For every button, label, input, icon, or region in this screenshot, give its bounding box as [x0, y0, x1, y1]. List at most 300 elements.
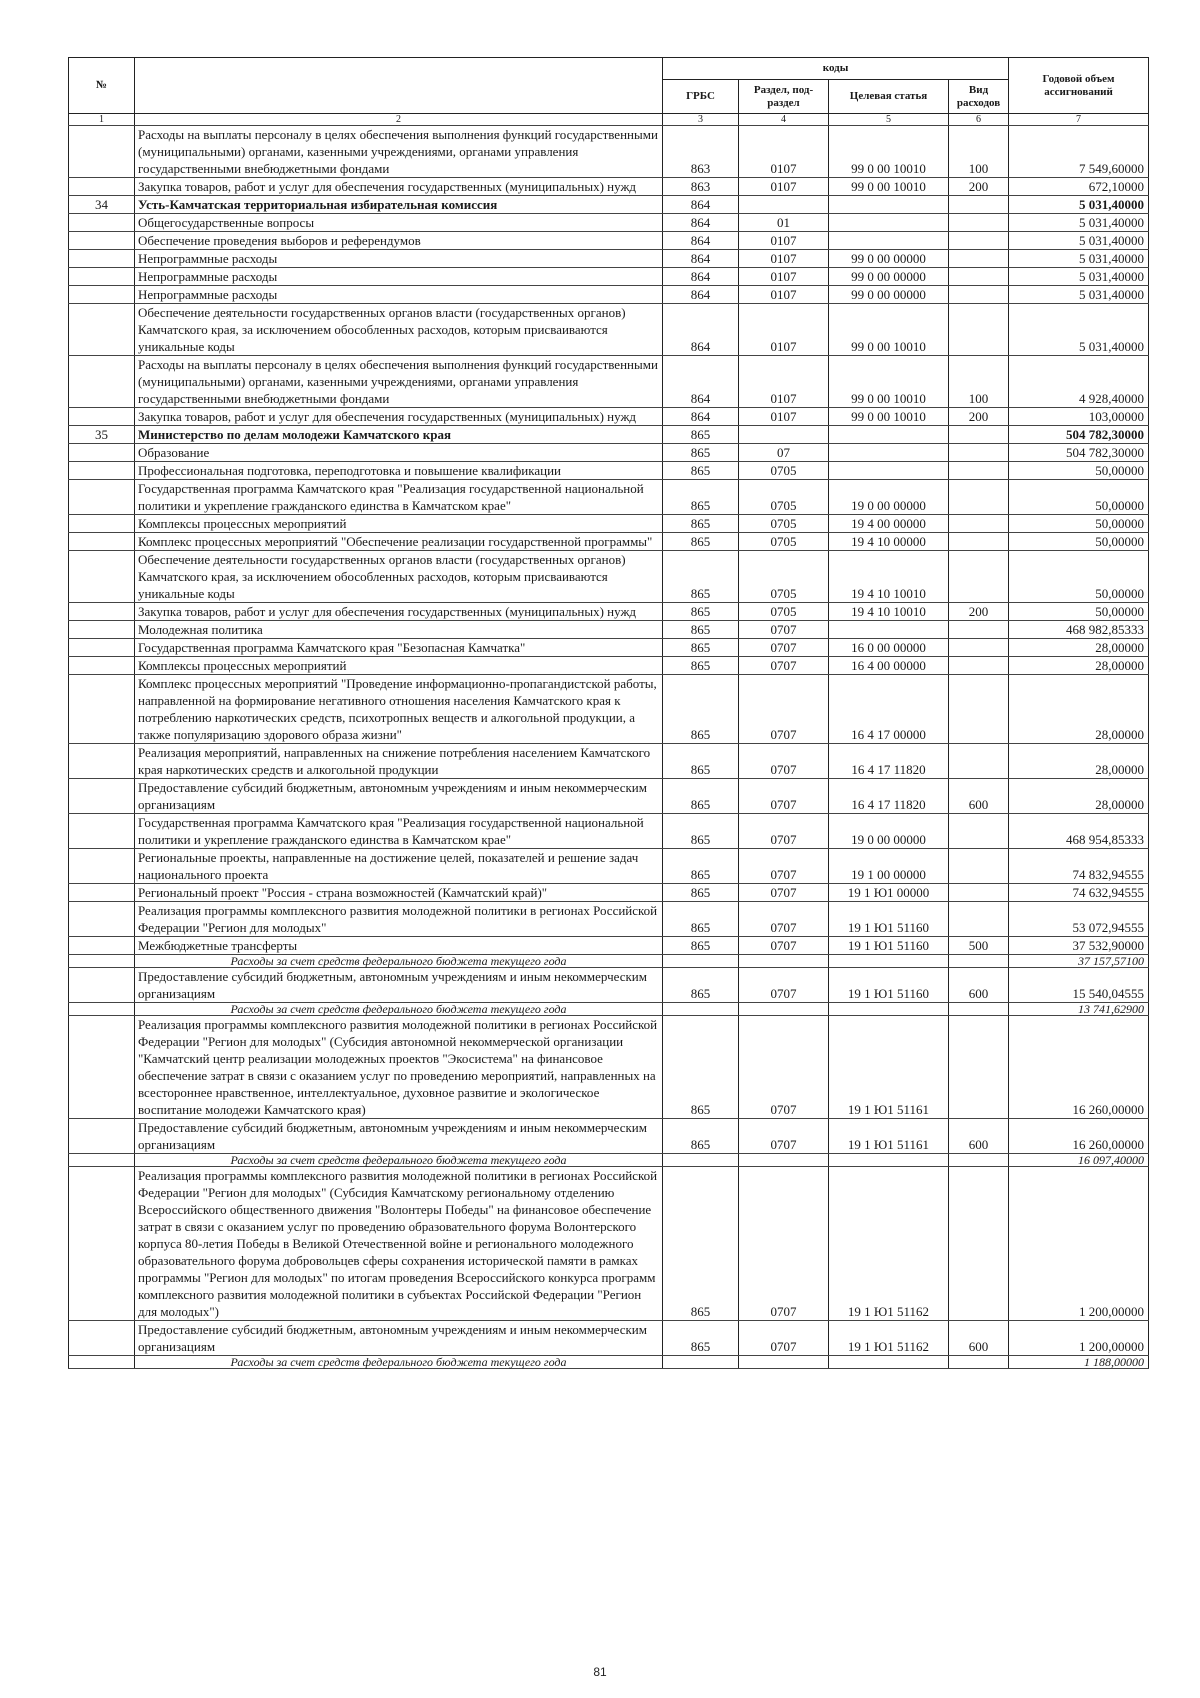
colnum-3: 3 — [663, 114, 739, 126]
row-amount: 28,00000 — [1009, 639, 1149, 657]
row-section: 0705 — [739, 533, 829, 551]
row-number — [69, 937, 135, 955]
table-row — [69, 849, 1149, 884]
row-target: 16 4 17 00000 — [829, 675, 949, 744]
row-name: Региональный проект "Россия - страна возможностей (Камчатский край)" — [135, 884, 663, 902]
row-name: Расходы за счет средств федерального бюджета текущего года — [135, 1154, 663, 1167]
row-target — [829, 1356, 949, 1369]
header-annual: Годовой объем ассигнований — [1009, 58, 1149, 114]
table-row — [69, 196, 1149, 214]
row-section: 0707 — [739, 902, 829, 937]
row-target: 99 0 00 10010 — [829, 304, 949, 356]
row-expense-type — [949, 196, 1009, 214]
row-number — [69, 902, 135, 937]
row-name: Реализация программы комплексного развития молодежной политики в регионах Российской Федерации "Регион для молодых" (Субсидия Камчатскому региональному отделению Всероссийского общественного движения "Волонтеры Победы" на финансовое обеспечение затрат в связи с оказанием услуг по проведению образовательного форума Волонтерского корпуса 80-летия Победы в Великой Отечественной войне и регионального молодежного образовательного форума добровольцев сферы сохранения исторической памяти в рамках программы "Регион для молодых" по итогам проведения Всероссийского конкурса программ комплексного развития молодежной политики в субъектах Российской Федерации "Регион для молодых") — [135, 1167, 663, 1321]
row-section: 0707 — [739, 675, 829, 744]
row-name: Предоставление субсидий бюджетным, автономным учреждениям и иным некоммерческим организациям — [135, 1321, 663, 1356]
row-grbs: 865 — [663, 902, 739, 937]
colnum-1: 1 — [69, 114, 135, 126]
row-name: Государственная программа Камчатского края "Безопасная Камчатка" — [135, 639, 663, 657]
row-expense-type — [949, 304, 1009, 356]
row-section: 0707 — [739, 657, 829, 675]
table-row — [69, 232, 1149, 250]
row-section: 0107 — [739, 408, 829, 426]
row-amount: 103,00000 — [1009, 408, 1149, 426]
row-name: Министерство по делам молодежи Камчатского края — [135, 426, 663, 444]
row-number — [69, 232, 135, 250]
row-name: Реализация программы комплексного развития молодежной политики в регионах Российской Федерации "Регион для молодых" — [135, 902, 663, 937]
row-amount: 7 549,60000 — [1009, 126, 1149, 178]
note-row — [69, 1154, 1149, 1167]
header-codes: коды — [663, 58, 1009, 80]
row-expense-type: 600 — [949, 1321, 1009, 1356]
row-section: 0707 — [739, 1167, 829, 1321]
row-name: Предоставление субсидий бюджетным, автономным учреждениям и иным некоммерческим организациям — [135, 1119, 663, 1154]
row-section: 01 — [739, 214, 829, 232]
row-amount: 15 540,04555 — [1009, 968, 1149, 1003]
table-row — [69, 657, 1149, 675]
row-target: 19 1 00 00000 — [829, 849, 949, 884]
row-expense-type — [949, 286, 1009, 304]
note-row — [69, 1356, 1149, 1369]
row-grbs — [663, 1154, 739, 1167]
row-number — [69, 884, 135, 902]
row-section: 0707 — [739, 621, 829, 639]
row-target: 99 0 00 00000 — [829, 250, 949, 268]
row-amount: 28,00000 — [1009, 675, 1149, 744]
row-name: Реализация мероприятий, направленных на снижение потребления населением Камчатского края наркотических средств и алкогольной продукции — [135, 744, 663, 779]
colnum-4: 4 — [739, 114, 829, 126]
row-number — [69, 533, 135, 551]
row-grbs: 865 — [663, 1016, 739, 1119]
row-number — [69, 639, 135, 657]
row-name: Реализация программы комплексного развития молодежной политики в регионах Российской Федерации "Регион для молодых" (Субсидия автономной некоммерческой организации "Камчатский центр реализации молодежных проектов "Экосистема" на финансовое обеспечение затрат в связи с оказанием услуг по проведению мероприятий, направленных на всестороннее нравственное, интеллектуальное, духовное развитие и экологическое воспитание молодежи Камчатского края) — [135, 1016, 663, 1119]
row-number: 35 — [69, 426, 135, 444]
row-name: Закупка товаров, работ и услуг для обеспечения государственных (муниципальных) нужд — [135, 603, 663, 621]
row-grbs: 865 — [663, 480, 739, 515]
row-grbs: 864 — [663, 356, 739, 408]
row-target: 19 1 Ю1 51161 — [829, 1016, 949, 1119]
row-name: Обеспечение деятельности государственных органов власти (государственных органов) Камчатского края, за исключением обособленных расходов, которым присваиваются уникальные коды — [135, 304, 663, 356]
row-amount: 504 782,30000 — [1009, 444, 1149, 462]
table-row — [69, 1016, 1149, 1119]
table-row — [69, 304, 1149, 356]
row-section: 0705 — [739, 551, 829, 603]
row-expense-type — [949, 744, 1009, 779]
table-row — [69, 286, 1149, 304]
row-target — [829, 214, 949, 232]
row-expense-type — [949, 1016, 1009, 1119]
row-name: Региональные проекты, направленные на достижение целей, показателей и решение задач национального проекта — [135, 849, 663, 884]
row-number — [69, 968, 135, 1003]
row-name: Государственная программа Камчатского края "Реализация государственной национальной политики и укрепление гражданского единства в Камчатском крае" — [135, 814, 663, 849]
row-number — [69, 1119, 135, 1154]
row-name: Закупка товаров, работ и услуг для обеспечения государственных (муниципальных) нужд — [135, 178, 663, 196]
table-row — [69, 902, 1149, 937]
row-expense-type — [949, 533, 1009, 551]
row-name: Предоставление субсидий бюджетным, автономным учреждениям и иным некоммерческим организациям — [135, 968, 663, 1003]
row-target — [829, 196, 949, 214]
row-expense-type — [949, 250, 1009, 268]
budget-table-sheet — [68, 57, 1148, 1369]
row-number — [69, 551, 135, 603]
table-row — [69, 268, 1149, 286]
row-grbs: 865 — [663, 675, 739, 744]
row-section: 0707 — [739, 639, 829, 657]
row-section: 0707 — [739, 1321, 829, 1356]
row-grbs — [663, 1003, 739, 1016]
row-section: 0705 — [739, 462, 829, 480]
row-target: 19 1 Ю1 51161 — [829, 1119, 949, 1154]
row-section — [739, 955, 829, 968]
row-grbs: 863 — [663, 178, 739, 196]
row-grbs: 865 — [663, 1167, 739, 1321]
row-target — [829, 1003, 949, 1016]
table-row — [69, 126, 1149, 178]
row-name: Межбюджетные трансферты — [135, 937, 663, 955]
table-row — [69, 462, 1149, 480]
row-expense-type: 500 — [949, 937, 1009, 955]
row-amount: 50,00000 — [1009, 462, 1149, 480]
row-grbs: 865 — [663, 744, 739, 779]
row-target: 99 0 00 10010 — [829, 356, 949, 408]
row-target — [829, 1154, 949, 1167]
table-row — [69, 250, 1149, 268]
row-expense-type — [949, 849, 1009, 884]
row-number: 34 — [69, 196, 135, 214]
row-target: 16 0 00 00000 — [829, 639, 949, 657]
row-target: 19 1 Ю1 00000 — [829, 884, 949, 902]
row-amount: 28,00000 — [1009, 779, 1149, 814]
row-amount: 5 031,40000 — [1009, 286, 1149, 304]
row-section: 0107 — [739, 232, 829, 250]
row-grbs: 864 — [663, 268, 739, 286]
table-row — [69, 551, 1149, 603]
header-section: Раздел, под-раздел — [739, 80, 829, 114]
row-target — [829, 621, 949, 639]
row-name: Комплексы процессных мероприятий — [135, 657, 663, 675]
row-expense-type — [949, 551, 1009, 603]
row-amount: 468 982,85333 — [1009, 621, 1149, 639]
row-section: 0707 — [739, 779, 829, 814]
row-number — [69, 408, 135, 426]
row-expense-type — [949, 675, 1009, 744]
row-number — [69, 286, 135, 304]
row-expense-type — [949, 955, 1009, 968]
row-grbs: 865 — [663, 1119, 739, 1154]
row-expense-type: 600 — [949, 779, 1009, 814]
row-grbs: 864 — [663, 408, 739, 426]
table-row — [69, 603, 1149, 621]
row-name: Расходы на выплаты персоналу в целях обеспечения выполнения функций государственными (муниципальными) органами, казенными учреждениями, органами управления государственными внебюджетными фондами — [135, 126, 663, 178]
row-target: 99 0 00 10010 — [829, 178, 949, 196]
row-expense-type — [949, 480, 1009, 515]
row-grbs: 864 — [663, 232, 739, 250]
row-number — [69, 744, 135, 779]
row-amount: 50,00000 — [1009, 551, 1149, 603]
row-target: 19 1 Ю1 51160 — [829, 937, 949, 955]
row-amount: 50,00000 — [1009, 533, 1149, 551]
row-number — [69, 1356, 135, 1369]
row-amount: 5 031,40000 — [1009, 196, 1149, 214]
table-row — [69, 675, 1149, 744]
row-grbs: 865 — [663, 849, 739, 884]
row-section: 0707 — [739, 814, 829, 849]
row-number — [69, 178, 135, 196]
colnum-7: 7 — [1009, 114, 1149, 126]
row-amount: 37 157,57100 — [1009, 955, 1149, 968]
row-amount: 50,00000 — [1009, 603, 1149, 621]
row-grbs: 864 — [663, 250, 739, 268]
row-name: Профессиональная подготовка, переподготовка и повышение квалификации — [135, 462, 663, 480]
row-amount: 28,00000 — [1009, 657, 1149, 675]
row-target — [829, 462, 949, 480]
table-row — [69, 968, 1149, 1003]
row-expense-type — [949, 639, 1009, 657]
colnum-5: 5 — [829, 114, 949, 126]
row-amount: 28,00000 — [1009, 744, 1149, 779]
row-grbs: 865 — [663, 1321, 739, 1356]
row-expense-type — [949, 902, 1009, 937]
row-grbs: 863 — [663, 126, 739, 178]
table-header — [69, 58, 1149, 126]
row-number — [69, 779, 135, 814]
row-grbs: 865 — [663, 426, 739, 444]
row-expense-type: 200 — [949, 603, 1009, 621]
row-number — [69, 1167, 135, 1321]
row-name: Комплекс процессных мероприятий "Обеспечение реализации государственной программы" — [135, 533, 663, 551]
row-target: 19 4 00 00000 — [829, 515, 949, 533]
row-amount: 53 072,94555 — [1009, 902, 1149, 937]
row-name: Расходы за счет средств федерального бюджета текущего года — [135, 955, 663, 968]
table-row — [69, 814, 1149, 849]
row-expense-type: 100 — [949, 356, 1009, 408]
row-grbs: 865 — [663, 884, 739, 902]
row-amount: 672,10000 — [1009, 178, 1149, 196]
table-row — [69, 426, 1149, 444]
row-name: Усть-Камчатская территориальная избирательная комиссия — [135, 196, 663, 214]
row-number — [69, 1321, 135, 1356]
row-expense-type: 100 — [949, 126, 1009, 178]
row-section — [739, 196, 829, 214]
row-number — [69, 814, 135, 849]
row-target: 19 4 10 10010 — [829, 551, 949, 603]
row-expense-type — [949, 214, 1009, 232]
row-name: Расходы на выплаты персоналу в целях обеспечения выполнения функций государственными (муниципальными) органами, казенными учреждениями, органами управления государственными внебюджетными фондами — [135, 356, 663, 408]
table-row — [69, 533, 1149, 551]
row-amount: 13 741,62900 — [1009, 1003, 1149, 1016]
row-number — [69, 462, 135, 480]
row-section: 0707 — [739, 937, 829, 955]
row-expense-type: 200 — [949, 178, 1009, 196]
row-section: 0107 — [739, 250, 829, 268]
row-name: Расходы за счет средств федерального бюджета текущего года — [135, 1356, 663, 1369]
row-section: 0707 — [739, 1016, 829, 1119]
column-numbers-row — [69, 114, 1149, 126]
colnum-6: 6 — [949, 114, 1009, 126]
row-target — [829, 232, 949, 250]
row-number — [69, 214, 135, 232]
table-row — [69, 178, 1149, 196]
row-name: Общегосударственные вопросы — [135, 214, 663, 232]
row-section: 0107 — [739, 126, 829, 178]
row-number — [69, 268, 135, 286]
row-section: 0707 — [739, 884, 829, 902]
row-section: 0705 — [739, 480, 829, 515]
row-name: Обеспечение проведения выборов и референдумов — [135, 232, 663, 250]
row-expense-type — [949, 426, 1009, 444]
row-name: Непрограммные расходы — [135, 286, 663, 304]
row-number — [69, 304, 135, 356]
header-name — [135, 58, 663, 114]
row-number — [69, 515, 135, 533]
row-grbs: 864 — [663, 286, 739, 304]
row-expense-type — [949, 1356, 1009, 1369]
row-grbs: 865 — [663, 462, 739, 480]
row-target — [829, 955, 949, 968]
row-grbs: 865 — [663, 968, 739, 1003]
table-row — [69, 937, 1149, 955]
row-name: Обеспечение деятельности государственных органов власти (государственных органов) Камчатского края, за исключением обособленных расходов, которым присваиваются уникальные коды — [135, 551, 663, 603]
row-grbs: 865 — [663, 639, 739, 657]
row-expense-type — [949, 1154, 1009, 1167]
row-target: 16 4 00 00000 — [829, 657, 949, 675]
row-grbs: 865 — [663, 603, 739, 621]
row-number — [69, 480, 135, 515]
table-row — [69, 639, 1149, 657]
row-number — [69, 126, 135, 178]
row-name: Непрограммные расходы — [135, 268, 663, 286]
row-name: Образование — [135, 444, 663, 462]
header-grbs: ГРБС — [663, 80, 739, 114]
row-grbs: 865 — [663, 533, 739, 551]
row-target: 99 0 00 00000 — [829, 286, 949, 304]
row-expense-type — [949, 462, 1009, 480]
row-target: 16 4 17 11820 — [829, 779, 949, 814]
row-name: Комплекс процессных мероприятий "Проведение информационно-пропагандистской работы, направленной на формирование негативного отношения населения Камчатского края к потреблению наркотических средств, психотропных веществ и алкогольной продукции, а также популяризацию здорового образа жизни" — [135, 675, 663, 744]
row-name: Непрограммные расходы — [135, 250, 663, 268]
row-expense-type — [949, 232, 1009, 250]
row-number — [69, 1154, 135, 1167]
row-grbs: 865 — [663, 515, 739, 533]
row-target: 19 1 Ю1 51160 — [829, 902, 949, 937]
row-target: 19 4 10 10010 — [829, 603, 949, 621]
row-number — [69, 356, 135, 408]
row-name: Предоставление субсидий бюджетным, автономным учреждениям и иным некоммерческим организациям — [135, 779, 663, 814]
row-amount: 74 832,94555 — [1009, 849, 1149, 884]
row-section: 0107 — [739, 268, 829, 286]
row-grbs — [663, 1356, 739, 1369]
row-target: 19 0 00 00000 — [829, 814, 949, 849]
colnum-2: 2 — [135, 114, 663, 126]
row-target: 99 0 00 10010 — [829, 126, 949, 178]
row-amount: 16 260,00000 — [1009, 1016, 1149, 1119]
row-number — [69, 849, 135, 884]
row-target: 19 0 00 00000 — [829, 480, 949, 515]
row-number — [69, 603, 135, 621]
row-section: 0107 — [739, 304, 829, 356]
row-expense-type — [949, 884, 1009, 902]
row-number — [69, 250, 135, 268]
row-section: 0707 — [739, 744, 829, 779]
row-amount: 37 532,90000 — [1009, 937, 1149, 955]
row-grbs: 865 — [663, 551, 739, 603]
row-amount: 74 632,94555 — [1009, 884, 1149, 902]
row-section: 0707 — [739, 849, 829, 884]
row-expense-type — [949, 444, 1009, 462]
row-expense-type — [949, 268, 1009, 286]
row-grbs: 864 — [663, 214, 739, 232]
row-expense-type — [949, 657, 1009, 675]
row-number — [69, 955, 135, 968]
row-section — [739, 1154, 829, 1167]
row-expense-type — [949, 1003, 1009, 1016]
row-amount: 16 097,40000 — [1009, 1154, 1149, 1167]
header-no: № — [69, 58, 135, 114]
row-number — [69, 444, 135, 462]
row-grbs: 865 — [663, 937, 739, 955]
table-row — [69, 1119, 1149, 1154]
table-row — [69, 744, 1149, 779]
table-row — [69, 480, 1149, 515]
row-section — [739, 426, 829, 444]
table-body — [69, 126, 1149, 1369]
table-row — [69, 1321, 1149, 1356]
row-target: 19 1 Ю1 51162 — [829, 1321, 949, 1356]
row-amount: 504 782,30000 — [1009, 426, 1149, 444]
row-grbs: 865 — [663, 444, 739, 462]
row-section: 0705 — [739, 603, 829, 621]
row-amount: 1 200,00000 — [1009, 1321, 1149, 1356]
note-row — [69, 1003, 1149, 1016]
row-target — [829, 444, 949, 462]
row-expense-type: 600 — [949, 1119, 1009, 1154]
row-expense-type — [949, 814, 1009, 849]
row-target — [829, 426, 949, 444]
note-row — [69, 955, 1149, 968]
budget-table — [68, 57, 1149, 1369]
table-row — [69, 884, 1149, 902]
row-expense-type: 600 — [949, 968, 1009, 1003]
row-grbs — [663, 955, 739, 968]
row-number — [69, 657, 135, 675]
row-name: Комплексы процессных мероприятий — [135, 515, 663, 533]
row-name: Расходы за счет средств федерального бюджета текущего года — [135, 1003, 663, 1016]
row-name: Закупка товаров, работ и услуг для обеспечения государственных (муниципальных) нужд — [135, 408, 663, 426]
row-amount: 1 200,00000 — [1009, 1167, 1149, 1321]
row-grbs: 864 — [663, 304, 739, 356]
row-amount: 5 031,40000 — [1009, 232, 1149, 250]
row-section: 0707 — [739, 1119, 829, 1154]
table-row — [69, 356, 1149, 408]
row-target: 19 1 Ю1 51162 — [829, 1167, 949, 1321]
row-number — [69, 675, 135, 744]
row-amount: 5 031,40000 — [1009, 214, 1149, 232]
row-number — [69, 621, 135, 639]
row-number — [69, 1003, 135, 1016]
row-amount: 4 928,40000 — [1009, 356, 1149, 408]
row-section: 0707 — [739, 968, 829, 1003]
row-section: 0705 — [739, 515, 829, 533]
row-number — [69, 1016, 135, 1119]
row-grbs: 865 — [663, 657, 739, 675]
header-expense-type: Вид расходов — [949, 80, 1009, 114]
row-target: 19 4 10 00000 — [829, 533, 949, 551]
row-expense-type — [949, 515, 1009, 533]
row-amount: 468 954,85333 — [1009, 814, 1149, 849]
row-target: 16 4 17 11820 — [829, 744, 949, 779]
row-section: 0107 — [739, 356, 829, 408]
